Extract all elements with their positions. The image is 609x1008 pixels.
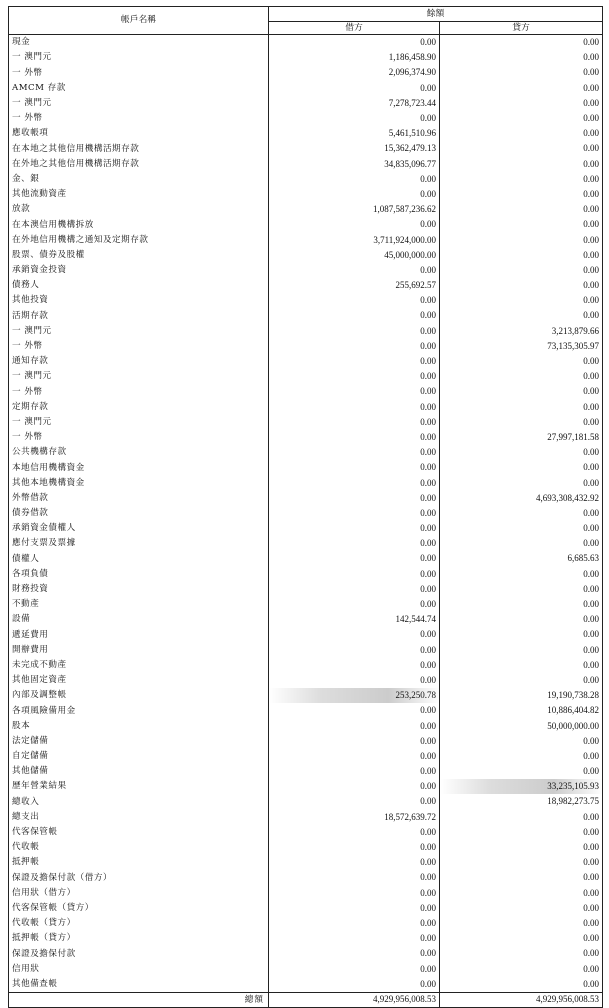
credit-value: 0.00	[440, 612, 603, 627]
credit-value: 3,213,879.66	[440, 324, 603, 339]
credit-value: 0.00	[440, 415, 603, 430]
debit-value: 0.00	[269, 658, 440, 673]
credit-value: 0.00	[440, 643, 603, 658]
account-row	[9, 65, 603, 80]
account-row	[9, 217, 603, 232]
debit-value: 0.00	[269, 916, 440, 931]
debit-value: 0.00	[269, 779, 440, 794]
account-name: 其他固定資產	[9, 673, 269, 688]
debit-value: 0.00	[269, 506, 440, 521]
credit-value: 0.00	[440, 50, 603, 65]
debit-value: 0.00	[269, 81, 440, 96]
account-row	[9, 764, 603, 779]
account-row	[9, 840, 603, 855]
account-name: 信用狀（借方）	[9, 886, 269, 901]
credit-value: 0.00	[440, 931, 603, 946]
table-footer	[9, 992, 603, 1007]
account-name: 總支出	[9, 810, 269, 825]
account-row	[9, 825, 603, 840]
account-name: 現金	[9, 35, 269, 51]
debit-value: 0.00	[269, 567, 440, 582]
debit-value: 0.00	[269, 886, 440, 901]
account-name: 一 澳門元	[9, 96, 269, 111]
account-row	[9, 111, 603, 126]
total-label: 總額	[9, 992, 269, 1007]
credit-value: 0.00	[440, 232, 603, 247]
debit-value: 0.00	[269, 536, 440, 551]
account-row	[9, 460, 603, 475]
account-name: 承銷資金投資	[9, 263, 269, 278]
account-row	[9, 187, 603, 202]
account-name: 應付支票及票據	[9, 536, 269, 551]
debit-value: 0.00	[269, 475, 440, 490]
account-row	[9, 916, 603, 931]
account-name: 應收帳項	[9, 126, 269, 141]
debit-value: 0.00	[269, 855, 440, 870]
credit-value: 0.00	[440, 111, 603, 126]
debit-value: 0.00	[269, 749, 440, 764]
debit-value: 0.00	[269, 946, 440, 961]
credit-value: 0.00	[440, 263, 603, 278]
account-row	[9, 673, 603, 688]
account-name: 信用狀	[9, 961, 269, 976]
credit-value: 0.00	[440, 96, 603, 111]
account-row	[9, 810, 603, 825]
account-name: 一 外幣	[9, 111, 269, 126]
account-name: AMCM 存款	[9, 81, 269, 96]
credit-value: 0.00	[440, 855, 603, 870]
account-row	[9, 126, 603, 141]
account-name: 在外地之其他信用機構活期存款	[9, 157, 269, 172]
total-debit: 4,929,956,008.53	[269, 992, 440, 1007]
account-row	[9, 597, 603, 612]
account-name: 一 澳門元	[9, 324, 269, 339]
account-name: 抵押帳	[9, 855, 269, 870]
account-row	[9, 491, 603, 506]
account-row	[9, 855, 603, 870]
account-row	[9, 506, 603, 521]
account-name: 法定儲備	[9, 734, 269, 749]
account-name: 放款	[9, 202, 269, 217]
account-name: 代客保管帳（貸方）	[9, 901, 269, 916]
account-name: 債務人	[9, 278, 269, 293]
account-row	[9, 582, 603, 597]
credit-value: 0.00	[440, 961, 603, 976]
account-name: 總收入	[9, 794, 269, 809]
debit-value: 0.00	[269, 430, 440, 445]
account-name: 股本	[9, 718, 269, 733]
credit-value: 0.00	[440, 536, 603, 551]
debit-value: 0.00	[269, 627, 440, 642]
debit-value: 0.00	[269, 293, 440, 308]
credit-value: 0.00	[440, 35, 603, 51]
debit-value: 0.00	[269, 734, 440, 749]
account-name: 活期存款	[9, 308, 269, 323]
debit-value: 15,362,479.13	[269, 141, 440, 156]
account-name: 其他流動資產	[9, 187, 269, 202]
debit-value: 0.00	[269, 597, 440, 612]
account-name: 開辦費用	[9, 643, 269, 658]
debit-value: 0.00	[269, 764, 440, 779]
credit-value: 0.00	[440, 749, 603, 764]
account-row	[9, 339, 603, 354]
credit-value: 33,235,105.93	[440, 779, 603, 794]
account-name: 債券借款	[9, 506, 269, 521]
debit-value: 0.00	[269, 415, 440, 430]
credit-value: 0.00	[440, 141, 603, 156]
credit-value: 0.00	[440, 475, 603, 490]
account-name: 遞延費用	[9, 627, 269, 642]
debit-value: 0.00	[269, 400, 440, 415]
account-row	[9, 870, 603, 885]
account-name: 其他儲備	[9, 764, 269, 779]
debit-header: 借方	[269, 22, 440, 35]
credit-value: 0.00	[440, 582, 603, 597]
account-name: 其他本地機構資金	[9, 475, 269, 490]
credit-value: 0.00	[440, 734, 603, 749]
debit-value: 0.00	[269, 582, 440, 597]
debit-value: 255,692.57	[269, 278, 440, 293]
credit-value: 0.00	[440, 354, 603, 369]
debit-value: 253,250.78	[269, 688, 440, 703]
debit-value: 0.00	[269, 901, 440, 916]
account-name: 各項風險備用金	[9, 703, 269, 718]
credit-value: 0.00	[440, 810, 603, 825]
credit-value: 0.00	[440, 658, 603, 673]
account-row	[9, 369, 603, 384]
account-row	[9, 263, 603, 278]
credit-value: 0.00	[440, 886, 603, 901]
credit-value: 0.00	[440, 506, 603, 521]
credit-header: 貸方	[440, 22, 603, 35]
account-name: 本地信用機構資金	[9, 460, 269, 475]
debit-value: 0.00	[269, 870, 440, 885]
debit-value: 5,461,510.96	[269, 126, 440, 141]
account-name: 保證及擔保付款	[9, 946, 269, 961]
account-row	[9, 35, 603, 51]
debit-value: 0.00	[269, 339, 440, 354]
account-name: 不動產	[9, 597, 269, 612]
total-row	[9, 992, 603, 1007]
debit-value: 0.00	[269, 931, 440, 946]
debit-value: 0.00	[269, 384, 440, 399]
debit-value: 0.00	[269, 718, 440, 733]
debit-value: 0.00	[269, 308, 440, 323]
credit-value: 0.00	[440, 445, 603, 460]
account-row	[9, 794, 603, 809]
account-row	[9, 157, 603, 172]
debit-value: 0.00	[269, 187, 440, 202]
account-row	[9, 400, 603, 415]
debit-value: 0.00	[269, 263, 440, 278]
credit-value: 6,685.63	[440, 551, 603, 566]
account-name: 一 外幣	[9, 65, 269, 80]
debit-value: 0.00	[269, 445, 440, 460]
account-name: 代收帳	[9, 840, 269, 855]
debit-value: 2,096,374.90	[269, 65, 440, 80]
account-row	[9, 536, 603, 551]
credit-value: 0.00	[440, 673, 603, 688]
credit-value: 0.00	[440, 597, 603, 612]
account-row	[9, 475, 603, 490]
credit-value: 0.00	[440, 384, 603, 399]
account-row	[9, 308, 603, 323]
debit-value: 0.00	[269, 643, 440, 658]
account-row	[9, 384, 603, 399]
debit-value: 0.00	[269, 551, 440, 566]
debit-value: 0.00	[269, 460, 440, 475]
account-name: 歷年營業結果	[9, 779, 269, 794]
account-rows	[9, 35, 603, 993]
debit-value: 0.00	[269, 673, 440, 688]
account-name: 承銷資金債權人	[9, 521, 269, 536]
account-row	[9, 703, 603, 718]
credit-value: 0.00	[440, 825, 603, 840]
credit-value: 19,190,738.28	[440, 688, 603, 703]
credit-value: 0.00	[440, 977, 603, 993]
debit-value: 0.00	[269, 840, 440, 855]
debit-value: 1,186,458.90	[269, 50, 440, 65]
account-name: 財務投資	[9, 582, 269, 597]
account-name: 定期存款	[9, 400, 269, 415]
credit-value: 0.00	[440, 764, 603, 779]
account-name: 未完成不動產	[9, 658, 269, 673]
account-name: 其他備查帳	[9, 977, 269, 993]
account-row	[9, 551, 603, 566]
trial-balance-table	[8, 6, 603, 1008]
account-name: 一 澳門元	[9, 50, 269, 65]
account-name: 抵押帳（貸方）	[9, 931, 269, 946]
account-name: 一 外幣	[9, 430, 269, 445]
debit-value: 3,711,924,000.00	[269, 232, 440, 247]
debit-value: 0.00	[269, 491, 440, 506]
account-row	[9, 612, 603, 627]
account-name: 自定儲備	[9, 749, 269, 764]
account-name: 代收帳（貸方）	[9, 916, 269, 931]
debit-value: 0.00	[269, 977, 440, 993]
credit-value: 0.00	[440, 870, 603, 885]
debit-value: 0.00	[269, 324, 440, 339]
account-row	[9, 354, 603, 369]
account-row	[9, 96, 603, 111]
total-credit: 4,929,956,008.53	[440, 992, 603, 1007]
debit-value: 7,278,723.44	[269, 96, 440, 111]
account-row	[9, 688, 603, 703]
account-name: 內部及調整帳	[9, 688, 269, 703]
account-row	[9, 445, 603, 460]
credit-value: 0.00	[440, 840, 603, 855]
debit-value: 0.00	[269, 35, 440, 51]
account-name: 債權人	[9, 551, 269, 566]
credit-value: 50,000,000.00	[440, 718, 603, 733]
account-row	[9, 977, 603, 993]
debit-value: 0.00	[269, 172, 440, 187]
account-name-header: 帳戶名稱	[9, 7, 269, 35]
account-row	[9, 415, 603, 430]
credit-value: 0.00	[440, 217, 603, 232]
debit-value: 45,000,000.00	[269, 248, 440, 263]
account-row	[9, 886, 603, 901]
account-row	[9, 202, 603, 217]
credit-value: 0.00	[440, 946, 603, 961]
account-name: 各項負債	[9, 567, 269, 582]
account-name: 在外地信用機構之通知及定期存款	[9, 232, 269, 247]
account-row	[9, 567, 603, 582]
account-row	[9, 779, 603, 794]
account-row	[9, 946, 603, 961]
debit-value: 18,572,639.72	[269, 810, 440, 825]
credit-value: 0.00	[440, 567, 603, 582]
credit-value: 0.00	[440, 308, 603, 323]
account-row	[9, 248, 603, 263]
account-name: 一 澳門元	[9, 415, 269, 430]
debit-value: 0.00	[269, 111, 440, 126]
account-name: 金、銀	[9, 172, 269, 187]
account-row	[9, 278, 603, 293]
account-row	[9, 749, 603, 764]
credit-value: 0.00	[440, 126, 603, 141]
account-name: 保證及擔保付款（借方）	[9, 870, 269, 885]
credit-value: 4,693,308,432.92	[440, 491, 603, 506]
credit-value: 0.00	[440, 187, 603, 202]
account-row	[9, 627, 603, 642]
account-name: 公共機構存款	[9, 445, 269, 460]
account-name: 在本澳信用機構拆放	[9, 217, 269, 232]
account-name: 股票、債券及股權	[9, 248, 269, 263]
debit-value: 0.00	[269, 794, 440, 809]
account-row	[9, 961, 603, 976]
account-row	[9, 50, 603, 65]
account-name: 外幣借款	[9, 491, 269, 506]
debit-value: 0.00	[269, 369, 440, 384]
debit-value: 0.00	[269, 521, 440, 536]
account-row	[9, 324, 603, 339]
debit-value: 0.00	[269, 217, 440, 232]
credit-value: 0.00	[440, 65, 603, 80]
credit-value: 0.00	[440, 293, 603, 308]
account-name: 一 外幣	[9, 339, 269, 354]
account-name: 代客保管帳	[9, 825, 269, 840]
debit-value: 0.00	[269, 354, 440, 369]
account-row	[9, 172, 603, 187]
account-row	[9, 718, 603, 733]
debit-value: 142,544.74	[269, 612, 440, 627]
credit-value: 0.00	[440, 400, 603, 415]
credit-value: 0.00	[440, 460, 603, 475]
account-row	[9, 81, 603, 96]
credit-value: 0.00	[440, 916, 603, 931]
credit-value: 0.00	[440, 278, 603, 293]
account-row	[9, 931, 603, 946]
balance-header: 餘額	[269, 7, 603, 22]
account-name: 設備	[9, 612, 269, 627]
account-name: 一 澳門元	[9, 369, 269, 384]
credit-value: 0.00	[440, 901, 603, 916]
credit-value: 0.00	[440, 521, 603, 536]
account-row	[9, 734, 603, 749]
credit-value: 0.00	[440, 81, 603, 96]
debit-value: 0.00	[269, 703, 440, 718]
account-row	[9, 643, 603, 658]
credit-value: 10,886,404.82	[440, 703, 603, 718]
account-name: 通知存款	[9, 354, 269, 369]
credit-value: 0.00	[440, 248, 603, 263]
account-name: 其他投資	[9, 293, 269, 308]
account-row	[9, 293, 603, 308]
debit-value: 0.00	[269, 825, 440, 840]
credit-value: 73,135,305.97	[440, 339, 603, 354]
account-row	[9, 430, 603, 445]
credit-value: 18,982,273.75	[440, 794, 603, 809]
account-row	[9, 141, 603, 156]
account-row	[9, 232, 603, 247]
credit-value: 0.00	[440, 369, 603, 384]
credit-value: 0.00	[440, 627, 603, 642]
debit-value: 0.00	[269, 961, 440, 976]
account-name: 在本地之其他信用機構活期存款	[9, 141, 269, 156]
credit-value: 0.00	[440, 157, 603, 172]
table-header	[9, 7, 603, 35]
credit-value: 0.00	[440, 202, 603, 217]
account-row	[9, 901, 603, 916]
credit-value: 27,997,181.58	[440, 430, 603, 445]
account-name: 一 外幣	[9, 384, 269, 399]
account-row	[9, 658, 603, 673]
debit-value: 1,087,587,236.62	[269, 202, 440, 217]
account-row	[9, 521, 603, 536]
debit-value: 34,835,096.77	[269, 157, 440, 172]
credit-value: 0.00	[440, 172, 603, 187]
